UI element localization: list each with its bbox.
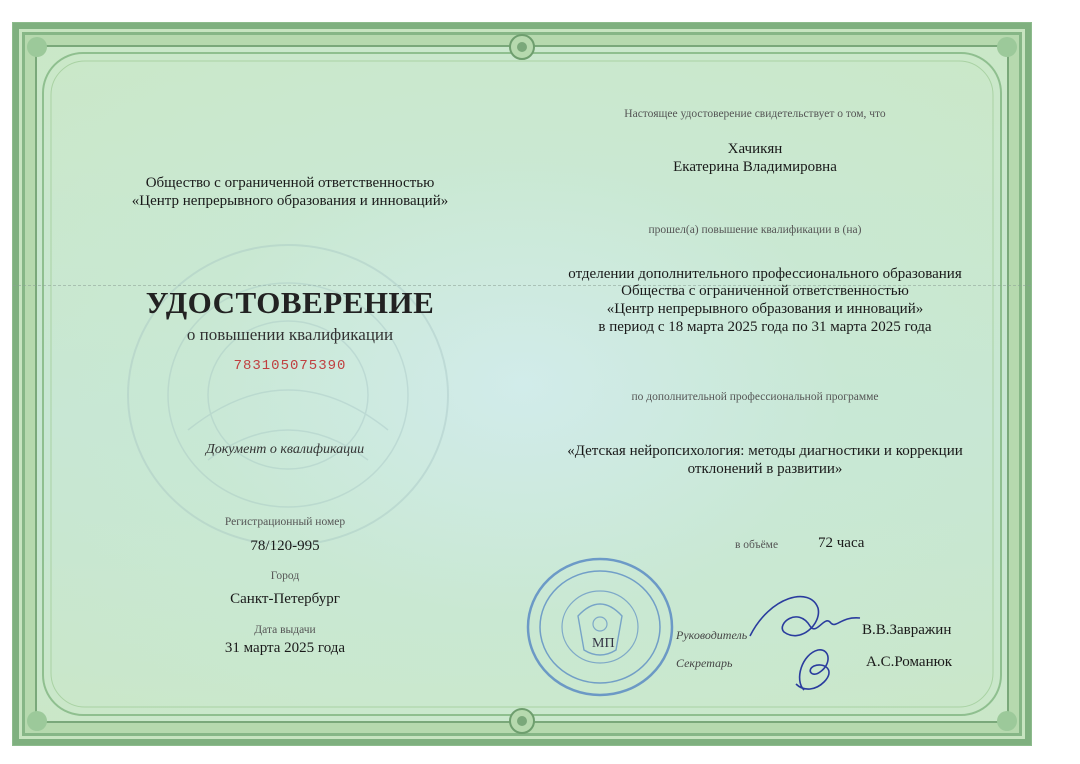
certificate-title: УДОСТОВЕРЕНИЕ — [145, 285, 435, 320]
recipient-surname: Хачикян — [727, 141, 783, 157]
program-line-2: отклонений в развитии» — [687, 461, 843, 477]
training-period: в период с 18 марта 2025 года по 31 марта 2025 года — [598, 319, 932, 335]
certificate-subtitle: о повышении квалификации — [186, 325, 394, 344]
issue-date-label: Дата выдачи — [254, 624, 316, 636]
program-line-1: «Детская нейропсихология: методы диагностики и коррекции — [567, 443, 963, 459]
issue-date: 31 марта 2025 года — [224, 640, 346, 656]
org-line-2: «Центр непрерывного образования и инноваций» — [131, 193, 449, 209]
mp-mark: МП — [592, 636, 615, 651]
head-label: Руководитель — [676, 628, 748, 642]
dept-line-2: Общества с ограниченной ответственностью — [621, 283, 909, 299]
reg-number-label: Регистрационный номер — [224, 516, 346, 528]
volume-label: в объёме — [735, 539, 779, 551]
document-type: Документ о квалификации — [205, 442, 365, 457]
intro-text: Настоящее удостоверение свидетельствует о том, что — [624, 108, 886, 120]
official-stamp-icon — [520, 552, 680, 702]
volume-hours: 72 часа — [818, 535, 865, 551]
program-label: по дополнительной профессиональной программе — [631, 391, 879, 403]
secretary-name: А.С.Романюк — [866, 654, 953, 670]
serial-number: 783105075390 — [233, 358, 347, 374]
reg-number: 78/120-995 — [250, 538, 320, 554]
city: Санкт-Петербург — [230, 591, 340, 607]
emblem-watermark-icon — [118, 230, 458, 560]
secretary-signature-icon — [784, 640, 854, 700]
passed-text: прошел(а) повышение квалификации в (на) — [648, 224, 862, 236]
dept-line-1: отделении дополнительного профессионального образования — [568, 266, 962, 282]
recipient-name: Екатерина Владимировна — [673, 159, 837, 175]
city-label: Город — [270, 570, 300, 582]
dept-line-3: «Центр непрерывного образования и инноваций» — [606, 301, 924, 317]
head-name: В.В.Завражин — [862, 622, 952, 638]
secretary-label: Секретарь — [676, 656, 733, 670]
org-line-1: Общество с ограниченной ответственностью — [145, 175, 435, 191]
